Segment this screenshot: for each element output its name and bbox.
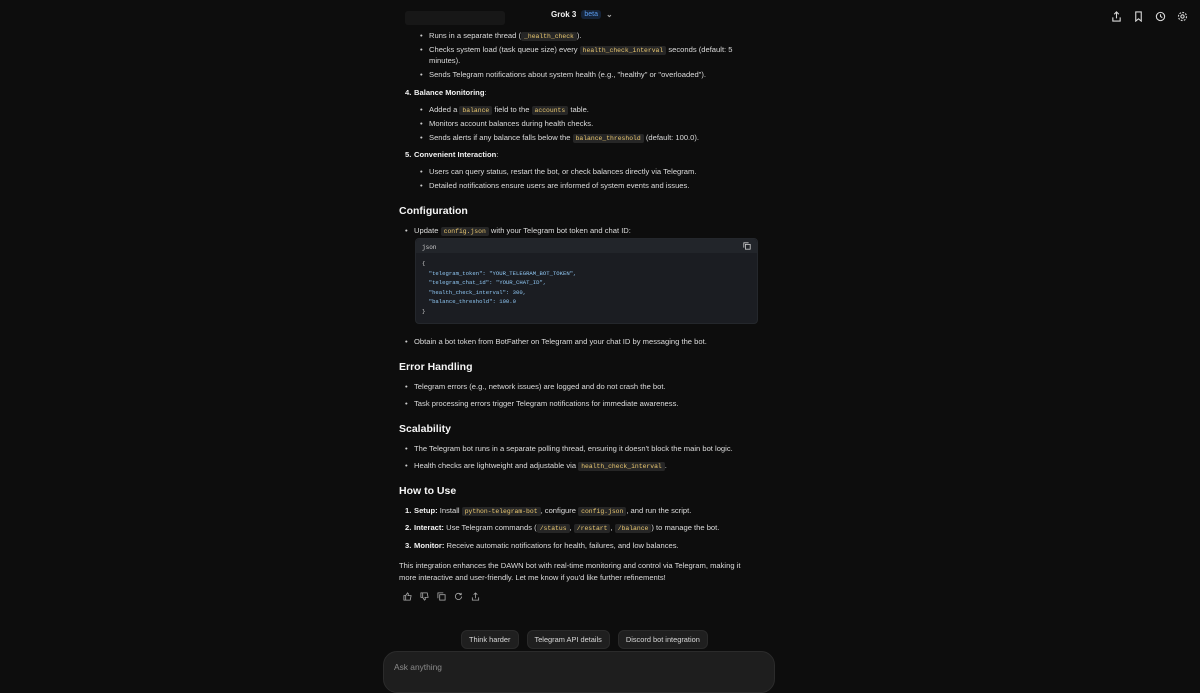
text: Health checks are lightweight and adjustable via [414, 461, 579, 470]
numbered-item [405, 87, 487, 98]
list-item: • Telegram errors (e.g., network issues) are logged and do not crash the bot. [414, 381, 666, 392]
list-item: • Detailed notifications ensure users are informed of system events and issues. [429, 180, 689, 191]
copy-icon[interactable] [437, 592, 446, 601]
text: , configure [540, 506, 579, 515]
inline-code: config.json [441, 227, 489, 236]
code-block [415, 238, 758, 324]
chevron-down-icon: ⌄ [605, 10, 613, 19]
text: field to the [492, 105, 532, 114]
item-label: Interact: [414, 523, 444, 532]
suggestion-chip[interactable]: Discord bot integration [618, 630, 708, 649]
numbered-item [405, 149, 499, 160]
item-number: 4. [405, 88, 412, 97]
suggestion-chip[interactable]: Think harder [461, 630, 519, 649]
inline-code: accounts [532, 106, 569, 115]
inline-code: /restart [574, 524, 611, 533]
list-item: • Users can query status, restart the bot, or check balances directly via Telegram. [429, 166, 696, 177]
list-item [429, 104, 589, 116]
inline-code: /balance [615, 524, 652, 533]
text: : [496, 150, 499, 159]
message-actions [403, 592, 480, 601]
item-title: Convenient Interaction [414, 150, 497, 159]
suggestion-chips [461, 630, 708, 649]
code-line: } [422, 307, 426, 315]
text: Install [437, 506, 462, 515]
item-label: Setup: [414, 506, 438, 515]
text: Added a [429, 105, 460, 114]
text: ). [576, 31, 582, 40]
code-line: { [422, 260, 426, 267]
item-title: Balance Monitoring [414, 88, 485, 97]
text: Runs in a separate thread ( [429, 31, 522, 40]
list-item: • Task processing errors trigger Telegram notifications for immediate awareness. [414, 398, 679, 409]
text: , [569, 523, 574, 532]
inline-code: health_check_interval [580, 46, 667, 55]
bookmark-icon[interactable] [1132, 10, 1144, 22]
list-item: • Obtain a bot token from BotFather on Telegram and your chat ID by messaging the bot. [414, 336, 707, 347]
code-line: "balance_threshold": 100.0 [428, 298, 516, 306]
numbered-item [405, 505, 692, 517]
inline-code: health_check_interval [578, 462, 665, 471]
text: Update [414, 226, 441, 235]
code-line: "health_check_interval": 300, [428, 288, 527, 296]
top-bar [0, 0, 1200, 32]
faded-previous-line [405, 11, 505, 25]
code-line: "telegram_chat_id": "YOUR_CHAT_ID", [428, 279, 547, 287]
share-icon[interactable] [1110, 10, 1122, 22]
text: Sends alerts if any balance falls below the [429, 133, 573, 142]
text: , [610, 523, 615, 532]
text: seconds (default: 5 [666, 45, 733, 54]
text: with your Telegram bot token and chat ID: [488, 226, 631, 235]
text: (default: 100.0). [643, 133, 700, 142]
item-number: 1. [405, 506, 412, 515]
code-content [422, 259, 576, 317]
regenerate-icon[interactable] [454, 592, 463, 601]
share-icon[interactable] [471, 592, 480, 601]
inline-code: balance [459, 106, 492, 115]
suggestion-chip[interactable]: Telegram API details [527, 630, 610, 649]
item-number: 2. [405, 523, 412, 532]
model-selector[interactable] [551, 10, 613, 19]
text: : [484, 88, 487, 97]
beta-badge: beta [581, 10, 601, 19]
closing-paragraph-line: This integration enhances the DAWN bot with real-time monitoring and control via Telegram, making it [399, 561, 741, 570]
list-item-continuation: minutes). [429, 56, 461, 65]
section-heading: Error Handling [399, 361, 473, 373]
list-item [429, 30, 582, 42]
settings-icon[interactable] [1176, 10, 1188, 22]
copy-icon[interactable] [743, 242, 751, 253]
inline-code: _health_check [521, 32, 577, 41]
thumbs-up-icon[interactable] [403, 592, 412, 601]
list-item [414, 460, 667, 472]
history-icon[interactable] [1154, 10, 1166, 22]
section-heading: How to Use [399, 485, 457, 497]
chat-input-bar [383, 651, 775, 693]
numbered-item [405, 540, 679, 551]
numbered-item [405, 522, 720, 534]
inline-code: config.json [578, 507, 626, 516]
text: table. [568, 105, 589, 114]
list-item: • The Telegram bot runs in a separate polling thread, ensuring it doesn't block the main bot logic. [414, 443, 733, 454]
text: Receive automatic notifications for health, failures, and low balances. [444, 541, 679, 550]
text: , and run the script. [626, 506, 692, 515]
item-number: 5. [405, 150, 412, 159]
text: ) to manage the bot. [651, 523, 720, 532]
model-name: Grok 3 [551, 10, 577, 19]
text: . [664, 461, 667, 470]
list-item [429, 132, 699, 144]
list-item: • Sends Telegram notifications about system health (e.g., "healthy" or "overloaded"). [429, 69, 706, 80]
item-label: Monitor: [414, 541, 445, 550]
code-language: json [422, 244, 437, 251]
chat-input[interactable] [392, 661, 756, 673]
code-line: "telegram_token": "YOUR_TELEGRAM_BOT_TOKEN", [428, 269, 577, 277]
section-heading: Scalability [399, 423, 451, 435]
inline-code: balance_threshold [573, 134, 644, 143]
inline-code: python-telegram-bot [462, 507, 541, 516]
code-block-header [416, 239, 757, 253]
item-number: 3. [405, 541, 412, 550]
section-heading: Configuration [399, 205, 468, 217]
top-actions [1110, 10, 1188, 22]
list-item: • Monitors account balances during health checks. [429, 118, 593, 129]
text: Checks system load (task queue size) every [429, 45, 580, 54]
list-item [429, 44, 733, 56]
text: Use Telegram commands ( [443, 523, 537, 532]
list-item [414, 225, 631, 237]
inline-code: /status [537, 524, 570, 533]
thumbs-down-icon[interactable] [420, 592, 429, 601]
closing-paragraph-line: more interactive and user-friendly. Let me know if you'd like further refinements! [399, 573, 666, 582]
